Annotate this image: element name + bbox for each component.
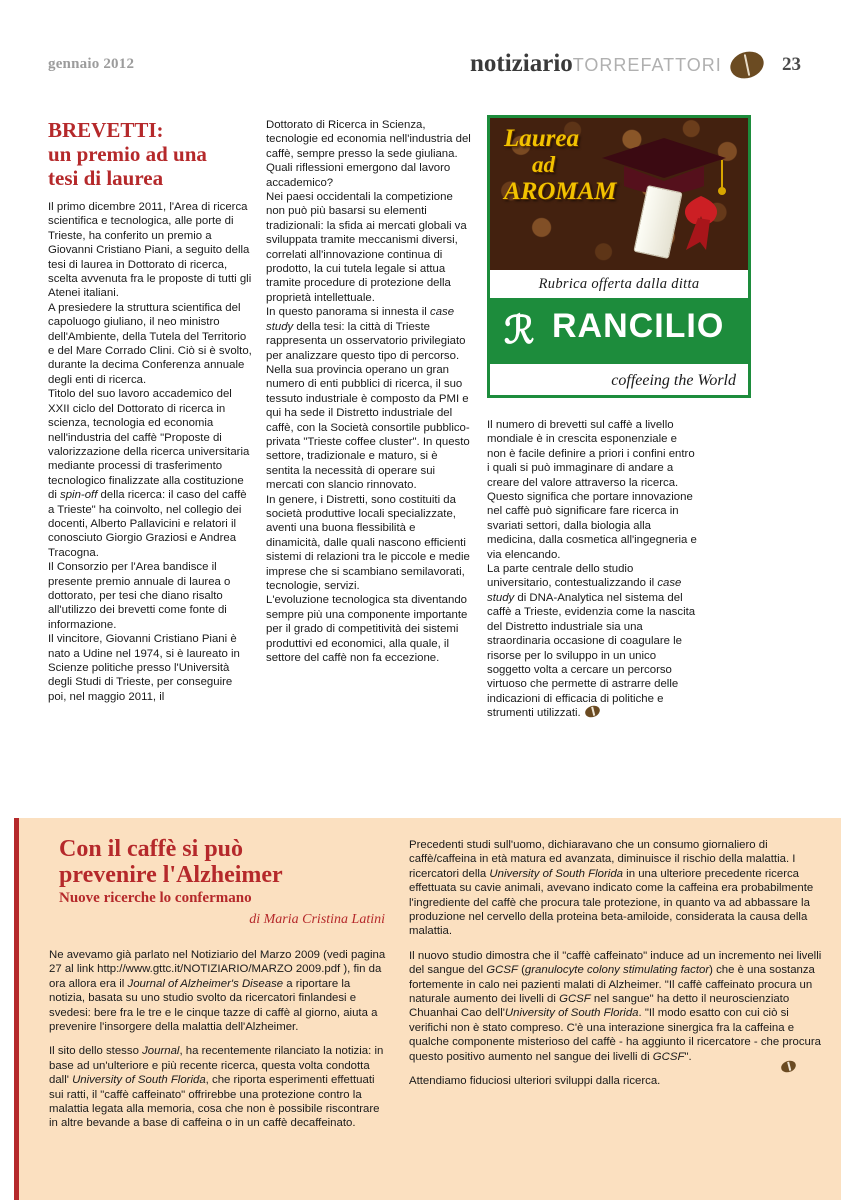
- page-number: 23: [782, 54, 801, 75]
- advertisement-box[interactable]: [487, 115, 751, 398]
- paragraph: Quali riflessioni emergono dal lavoro accademico?: [266, 162, 451, 189]
- paragraph: Ne avevamo già parlato nel Notiziario del Marzo 2009 (vedi pagina 27 al link http://www.gttc.it/NOTIZIARIO/MARZO 2009.pdf ), fin da ora allora era il Journal of Alzheimer's Disease a riportare la notizia, basata su uno studio svolto da ricercatori finlandesi e svedesi: bere fra le tre e le cinque tazze di caffè al giorno, aiuta a prevenire l'insorgere della malattia dell'Alzheimer.: [49, 949, 386, 1034]
- coffee-bean-icon: [730, 52, 764, 78]
- alzheimer-title: Con il caffè si può prevenire l'Alzheimer: [59, 836, 283, 888]
- issue-date: gennaio 2012: [48, 56, 135, 72]
- ad-brand-name: RANCILIO: [552, 307, 725, 345]
- rancilio-logo-icon: ℛ: [504, 310, 535, 352]
- ad-headline-ad: ad: [532, 152, 555, 177]
- page-header: [0, 48, 855, 92]
- paragraph: Il Consorzio per l'Area bandisce il presente premio annuale di laurea o dottorato, per tesi che diano risalto all'utilizzo dei brevetti come fonte di informazione.: [48, 561, 231, 631]
- paragraph: Questo significa che portare innovazione nel caffè può significare fare ricerca in svariati settori, dalla biologia alla medicina, dalla cosmetica all'ingegneria e via elencando.: [487, 491, 697, 561]
- ad-headline-aroma: AROMAM: [504, 178, 617, 205]
- article-title: BREVETTI: un premio ad una tesi di laurea: [48, 118, 207, 190]
- masthead-subtitle: TORREFATTORI: [572, 55, 722, 75]
- paragraph: Il sito dello stesso Journal, ha recentemente rilanciato la notizia: in base ad un'ulteriore e più recente ricerca, questa volta condotta dall' University of South Florida, che riporta esperimenti effettuati sui ratti, il "caffè caffeinato" offrirebbe una protezione contro la malattia legata alla memoria, cosa che non è possibile riscontrare in altre bevande a base di caffeina o in un caffè decaffeinato.: [49, 1045, 384, 1130]
- ad-slogan: coffeeing the World: [611, 372, 736, 389]
- coffee-bean-icon: [583, 704, 601, 719]
- article-column-1: [48, 118, 253, 704]
- alzheimer-column-2: [409, 838, 824, 1113]
- paragraph: Precedenti studi sull'uomo, dichiaravano che un consumo giornaliero di caffè/caffeina in età matura ed avanzata, diminuisce il rischio della malattia. I ricercatori della University of South Florida in una ulteriore precedente ricerca effettuata su cavie animali, avevano indicato come la caffeina era probabilmente l'ingrediente del caffè che procura tale protezione, in quanto va ad abbassare la produzione nel cervello della proteina beta-amiloide, considerata la causa della malattia.: [409, 839, 814, 938]
- masthead: [470, 50, 722, 78]
- paragraph: Il vincitore, Giovanni Cristiano Piani è nato a Udine nel 1974, si è laureato in Scienze politiche presso l'Università degli Studi di Trieste, per conseguire poi, nel maggio 2011, il: [48, 633, 240, 703]
- paragraph: Titolo del suo lavoro accademico del XXII ciclo del Dottorato di ricerca in scienza, tecnologia ed economia nell'industria del caffè "Proposte di valorizzazione della ricerca universitaria mediante processi di trasferimento tecnologico finalizzate alla costituzione di spin-off della ricerca: il caso del caffè a Trieste" ha coinvolto, nel collegio dei docenti, Alberto Pallavicini e relatori il conosciuto Giorgio Graziosi e Andrea Tracogna.: [48, 388, 250, 559]
- paragraph: A presiedere la struttura scientifica del capoluogo giuliano, il neo ministro dell'Ambiente, della Tutela del Territorio e del Mare Corrado Clini. Ciò si è svolto, durante la decima Conferenza annuale degli enti di ricerca.: [48, 301, 252, 386]
- paragraph: Nei paesi occidentali la competizione non può più basarsi su elementi tradizionali: la sfida ai mercati globali va sviluppata tramite meccanismi diversi, correlati all'innovazione continua di prodotto, la cui tutela legale si attua tramite procedure di protezione della proprietà intellettuale.: [266, 191, 467, 304]
- ad-hero: [490, 118, 748, 270]
- ad-headline-laurea: Laurea: [504, 125, 579, 152]
- masthead-title: notiziario: [470, 50, 573, 77]
- paragraph: L'evoluzione tecnologica sta diventando sempre più una componente importante per il grado di competitività dei sistemi produttivi ed economici, alla quale, il settore del caffè non fa eccezione.: [266, 594, 468, 665]
- paragraph: Attendiamo fiduciosi ulteriori sviluppi dalla ricerca.: [409, 1075, 661, 1088]
- paragraph: In questo panorama si innesta il case study della tesi: la città di Trieste rappresenta un osservatorio privilegiato per analizzare questo tipo di percorso. Nella sua provincia operano un gran numero di enti pubblici di ricerca, il suo tessuto industriale è composto da PMI e qui ha sede il Distretto industriale del caffè, con la Società consortile pubblico-privata "Trieste coffee cluster". In questo settore, tradizionale e maturo, si è sentita la necessità di operare sui mercati con slancio rinnovato.: [266, 306, 470, 492]
- paragraph: Il nuovo studio dimostra che il "caffè caffeinato" induce ad un incremento nei livelli del sangue del GCSF (granulocyte colony stimulating factor) che è una sostanza fortemente in calo nei pazienti malati di Alzheimer. "Il caffè caffeinato procura un naturale aumento dei livelli di GCSF nel sangue" ha detto il neuroscienziato Chuanhai Cao dell'University of South Florida. "Il modo esatto con cui ciò si verifichi non è stato compreso. C'è una interazione sinergica fra la caffeina e qualche componente misterioso del caffè - ha aggiunto il ricercatore - che procura questo positivo aumento nel sangue dei livelli di GCSF".: [409, 949, 822, 1063]
- article-column-2: [266, 118, 471, 665]
- ad-footer: [490, 364, 748, 398]
- paragraph: Il primo dicembre 2011, l'Area di ricerca scientifica e tecnologica, alle porte di Trieste, ha conferito un premio a Giovanni Cristiano Piani, a seguito della tesi di laurea in Dottorato di ricerca, scelta avvenuta fra le proposte di tutti gli Atenei italiani.: [48, 201, 252, 300]
- article-column-3: [487, 418, 697, 721]
- end-marker: [409, 1099, 824, 1113]
- ad-brand-band: [490, 298, 748, 364]
- paragraph: La parte centrale dello studio universitario, contestualizzando il case study di DNA-Analytica nel sistema del caffè a Trieste, evidenzia come la nascita del Distretto industriale sia una straordinaria occasione di coagulare le risorse per lo sviluppo in un unico soggetto volta a cercare un percorso virtuoso che permette di astrarre delle indicazioni di efficacia di politiche e strumenti utilizzati.: [487, 563, 696, 720]
- alzheimer-subtitle: Nuove ricerche lo confermano: [59, 890, 252, 906]
- ad-rubrica-line: Rubrica offerta dalla ditta: [490, 270, 748, 298]
- paragraph: Il numero di brevetti sul caffè a livello mondiale è in crescita esponenziale e non è facile definire a priori i confini entro i quali si può immaginare di andare a creare del valore attraverso la ricerca.: [487, 419, 695, 489]
- alzheimer-column-1: [49, 948, 389, 1141]
- paragraph: In genere, i Distretti, sono costituiti da società produttive locali specializzate, aventi una buona flessibilità e dinamicità, dalle quali nascono efficienti sistemi di relazioni tra le piccole e medie imprese che si scambiano semilavorati, tecnologie, servizi.: [266, 493, 470, 592]
- paragraph: Dottorato di Ricerca in Scienza, tecnologie ed economia nell'industria del caffè, sempre presso la sede giuliana.: [266, 119, 471, 160]
- alzheimer-author: di Maria Cristina Latini: [249, 912, 385, 927]
- alzheimer-article-box: [14, 818, 841, 1200]
- red-ribbon-icon: [676, 190, 726, 252]
